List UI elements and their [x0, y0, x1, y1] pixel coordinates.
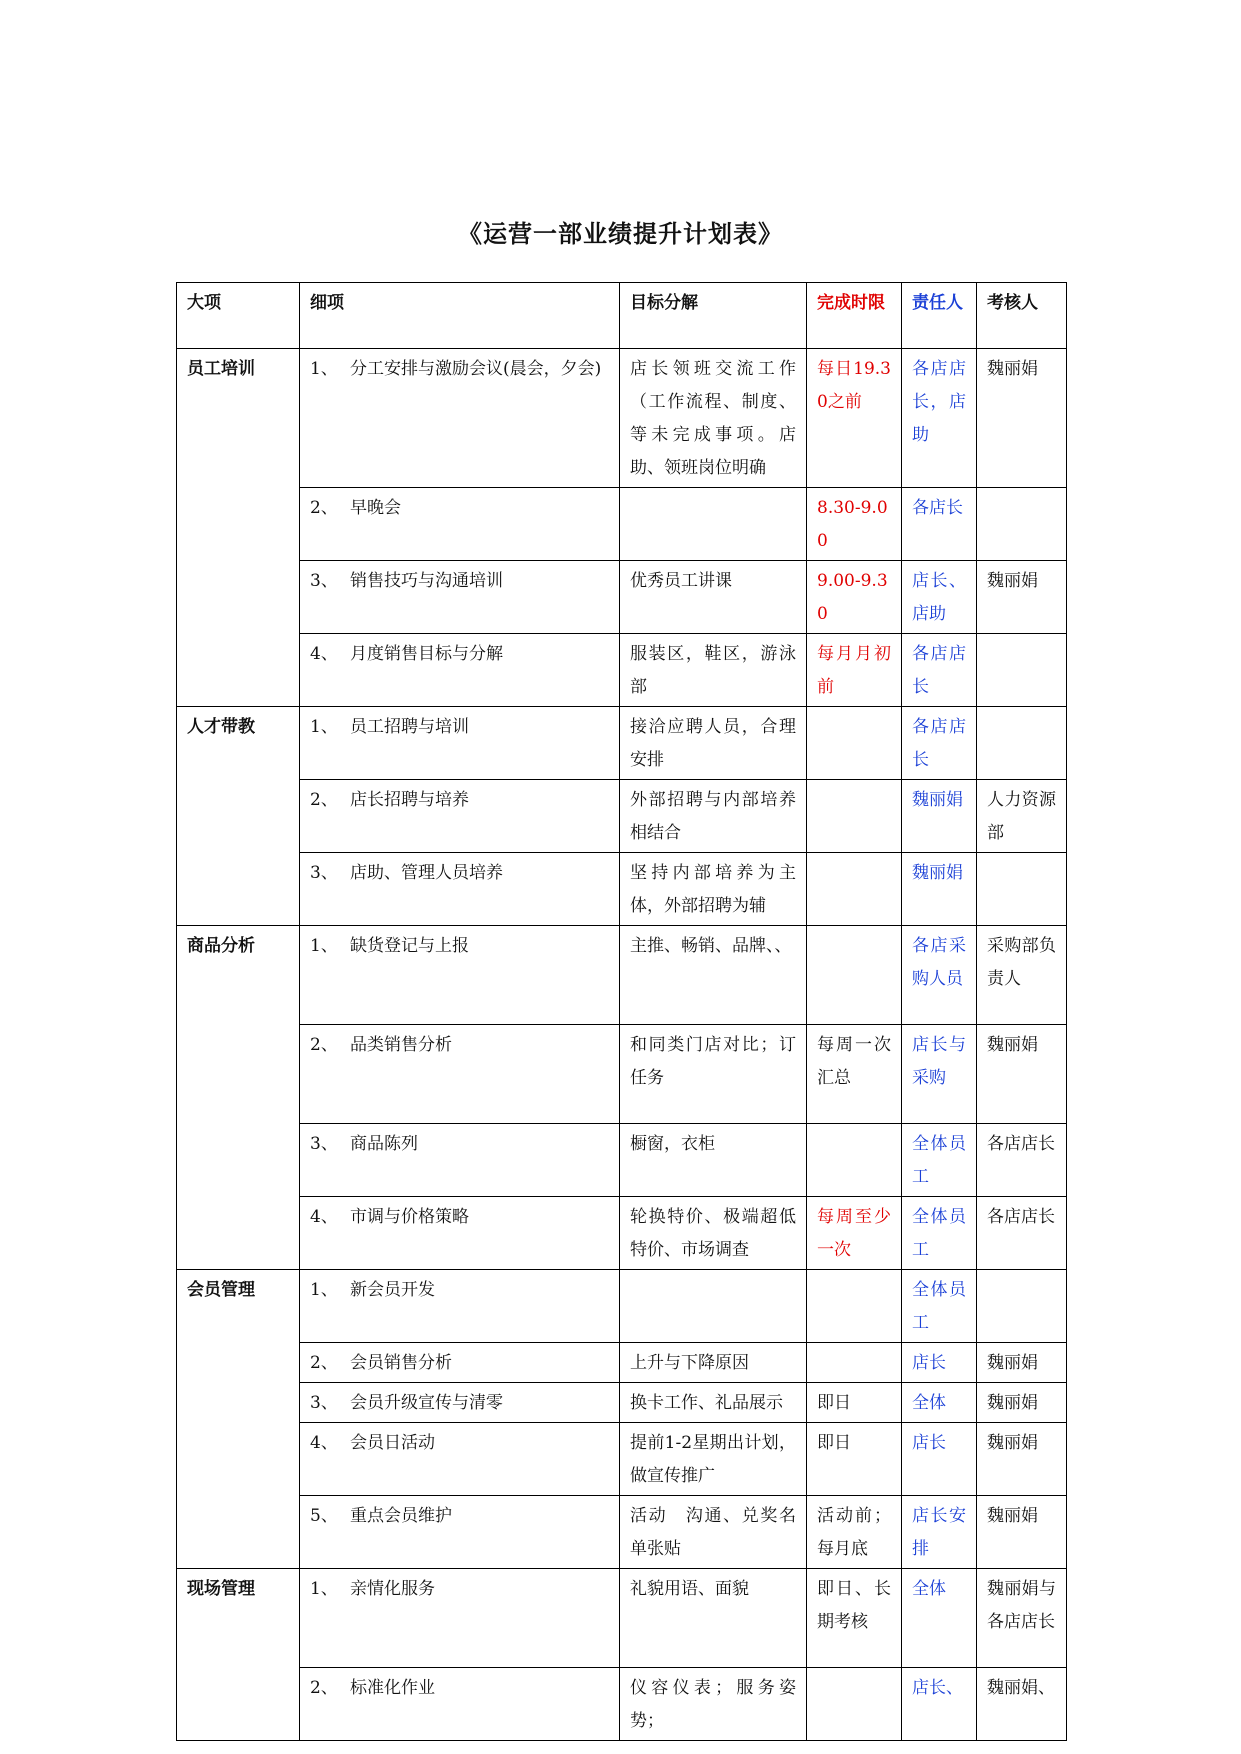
item-text: 缺货登记与上报 [350, 936, 469, 956]
deadline-cell [807, 780, 902, 853]
item-cell [300, 561, 620, 634]
reviewer-cell: 魏丽娟 [977, 561, 1067, 634]
target-cell: 提前1-2星期出计划，做宣传推广 [620, 1423, 807, 1496]
deadline-cell [807, 1270, 902, 1343]
item-text: 分工安排与激励会议(晨会，夕会) [350, 359, 602, 379]
reviewer-cell: 魏丽娟 [977, 1423, 1067, 1496]
item-number: 3、 [310, 1393, 338, 1413]
owner-cell: 魏丽娟 [902, 780, 977, 853]
reviewer-cell [977, 488, 1067, 561]
owner-cell: 全体员工 [902, 1124, 977, 1197]
deadline-cell: 活动前；每月底 [807, 1496, 902, 1569]
reviewer-cell: 人力资源部 [977, 780, 1067, 853]
target-cell: 坚持内部培养为主体，外部招聘为辅 [620, 853, 807, 926]
item-text: 会员销售分析 [350, 1353, 452, 1373]
item-text: 早晚会 [350, 498, 401, 518]
table-row [177, 853, 1067, 926]
owner-cell: 各店店长，店助 [902, 349, 977, 488]
table-row [177, 1668, 1067, 1741]
item-text: 市调与价格策略 [350, 1207, 469, 1227]
reviewer-cell [977, 634, 1067, 707]
item-text: 商品陈列 [350, 1134, 418, 1154]
target-cell: 服装区，鞋区，游泳部 [620, 634, 807, 707]
deadline-cell [807, 853, 902, 926]
deadline-cell: 即日 [807, 1423, 902, 1496]
header-row [177, 283, 1067, 349]
owner-cell: 全体员工 [902, 1197, 977, 1270]
deadline-cell: 即日、长期考核 [807, 1569, 902, 1668]
item-text: 店长招聘与培养 [350, 790, 469, 810]
category-cell: 会员管理 [177, 1270, 300, 1569]
deadline-cell: 每周一次汇总 [807, 1025, 902, 1124]
item-text: 月度销售目标与分解 [350, 644, 503, 664]
header-deadline: 完成时限 [807, 283, 902, 349]
owner-cell: 店长 [902, 1423, 977, 1496]
table-row [177, 1496, 1067, 1569]
reviewer-cell: 采购部负责人 [977, 926, 1067, 1025]
item-number: 4、 [310, 644, 338, 664]
item-cell [300, 349, 620, 488]
category-cell: 员工培训 [177, 349, 300, 707]
item-cell [300, 1423, 620, 1496]
item-cell [300, 1270, 620, 1343]
target-cell: 外部招聘与内部培养相结合 [620, 780, 807, 853]
deadline-cell [807, 1124, 902, 1197]
header-owner: 责任人 [902, 283, 977, 349]
target-cell: 店长领班交流工作（工作流程、制度、等未完成事项。店助、领班岗位明确 [620, 349, 807, 488]
table-row [177, 926, 1067, 1025]
table-row [177, 707, 1067, 780]
reviewer-cell [977, 1270, 1067, 1343]
reviewer-cell [977, 707, 1067, 780]
table-row [177, 1124, 1067, 1197]
table-row [177, 1197, 1067, 1270]
deadline-cell: 每日19.30之前 [807, 349, 902, 488]
target-cell: 活动 沟通、兑奖名单张贴 [620, 1496, 807, 1569]
item-number: 1、 [310, 1280, 338, 1300]
owner-cell: 魏丽娟 [902, 853, 977, 926]
item-cell [300, 1197, 620, 1270]
item-text: 员工招聘与培训 [350, 717, 469, 737]
owner-cell: 店长、 [902, 1668, 977, 1741]
item-number: 4、 [310, 1207, 338, 1227]
item-cell [300, 1496, 620, 1569]
item-text: 重点会员维护 [350, 1506, 452, 1526]
owner-cell: 各店店长 [902, 634, 977, 707]
owner-cell: 各店采购人员 [902, 926, 977, 1025]
item-text: 标准化作业 [350, 1678, 435, 1698]
reviewer-cell: 魏丽娟 [977, 1343, 1067, 1383]
table-row [177, 1343, 1067, 1383]
item-number: 5、 [310, 1506, 338, 1526]
deadline-cell: 8.30-9.00 [807, 488, 902, 561]
item-number: 1、 [310, 359, 338, 379]
item-number: 2、 [310, 1035, 338, 1055]
category-cell: 商品分析 [177, 926, 300, 1270]
target-cell: 优秀员工讲课 [620, 561, 807, 634]
owner-cell: 全体员工 [902, 1270, 977, 1343]
reviewer-cell: 魏丽娟 [977, 1383, 1067, 1423]
owner-cell: 各店店长 [902, 707, 977, 780]
item-text: 品类销售分析 [350, 1035, 452, 1055]
item-cell [300, 1668, 620, 1741]
target-cell [620, 1270, 807, 1343]
owner-cell: 店长与采购 [902, 1025, 977, 1124]
deadline-cell: 每周至少一次 [807, 1197, 902, 1270]
table-row [177, 561, 1067, 634]
reviewer-cell: 魏丽娟、 [977, 1668, 1067, 1741]
table-row [177, 634, 1067, 707]
header-reviewer: 考核人 [977, 283, 1067, 349]
table-row [177, 1423, 1067, 1496]
item-cell [300, 1569, 620, 1668]
item-number: 3、 [310, 1134, 338, 1154]
item-cell [300, 926, 620, 1025]
item-text: 店助、管理人员培养 [350, 863, 503, 883]
table-row [177, 349, 1067, 488]
owner-cell: 全体 [902, 1569, 977, 1668]
owner-cell: 全体 [902, 1383, 977, 1423]
deadline-cell: 即日 [807, 1383, 902, 1423]
item-cell [300, 488, 620, 561]
target-cell: 轮换特价、极端超低特价、市场调查 [620, 1197, 807, 1270]
owner-cell: 店长 [902, 1343, 977, 1383]
target-cell [620, 488, 807, 561]
item-text: 会员日活动 [350, 1433, 435, 1453]
item-number: 3、 [310, 571, 338, 591]
item-cell [300, 1343, 620, 1383]
category-cell: 现场管理 [177, 1569, 300, 1741]
item-number: 1、 [310, 717, 338, 737]
deadline-cell [807, 1343, 902, 1383]
target-cell: 接洽应聘人员，合理安排 [620, 707, 807, 780]
table-row [177, 1025, 1067, 1124]
target-cell: 橱窗，衣柜 [620, 1124, 807, 1197]
item-number: 3、 [310, 863, 338, 883]
target-cell: 和同类门店对比；订任务 [620, 1025, 807, 1124]
deadline-cell [807, 926, 902, 1025]
target-cell: 上升与下降原因 [620, 1343, 807, 1383]
item-cell [300, 707, 620, 780]
deadline-cell: 9.00-9.30 [807, 561, 902, 634]
table-row [177, 780, 1067, 853]
target-cell: 礼貌用语、面貌 [620, 1569, 807, 1668]
item-text: 亲情化服务 [350, 1579, 435, 1599]
header-item: 细项 [300, 283, 620, 349]
item-number: 2、 [310, 1678, 338, 1698]
reviewer-cell: 各店店长 [977, 1124, 1067, 1197]
item-number: 2、 [310, 790, 338, 810]
item-cell [300, 853, 620, 926]
reviewer-cell: 魏丽娟 [977, 349, 1067, 488]
item-text: 新会员开发 [350, 1280, 435, 1300]
item-number: 1、 [310, 936, 338, 956]
reviewer-cell [977, 853, 1067, 926]
deadline-cell [807, 707, 902, 780]
plan-table [176, 282, 1067, 1741]
table-row [177, 1383, 1067, 1423]
item-cell [300, 1383, 620, 1423]
item-cell [300, 1025, 620, 1124]
reviewer-cell: 魏丽娟 [977, 1496, 1067, 1569]
item-number: 1、 [310, 1579, 338, 1599]
reviewer-cell: 魏丽娟 [977, 1025, 1067, 1124]
item-cell [300, 780, 620, 853]
reviewer-cell: 魏丽娟与各店店长 [977, 1569, 1067, 1668]
item-number: 4、 [310, 1433, 338, 1453]
item-text: 会员升级宣传与清零 [350, 1393, 503, 1413]
owner-cell: 店长安排 [902, 1496, 977, 1569]
item-number: 2、 [310, 498, 338, 518]
item-cell [300, 634, 620, 707]
target-cell: 仪容仪表；服务姿势； [620, 1668, 807, 1741]
item-text: 销售技巧与沟通培训 [350, 571, 503, 591]
owner-cell: 店长、店助 [902, 561, 977, 634]
category-cell: 人才带教 [177, 707, 300, 926]
target-cell: 主推、畅销、品牌、、 [620, 926, 807, 1025]
table-row [177, 488, 1067, 561]
page-title: 《运营一部业绩提升计划表》 [458, 219, 783, 248]
reviewer-cell: 各店店长 [977, 1197, 1067, 1270]
item-number: 2、 [310, 1353, 338, 1373]
table-row [177, 1569, 1067, 1668]
deadline-cell: 每月月初前 [807, 634, 902, 707]
header-target: 目标分解 [620, 283, 807, 349]
table-row [177, 1270, 1067, 1343]
item-cell [300, 1124, 620, 1197]
owner-cell: 各店长 [902, 488, 977, 561]
target-cell: 换卡工作、礼品展示 [620, 1383, 807, 1423]
header-category: 大项 [177, 283, 300, 349]
deadline-cell [807, 1668, 902, 1741]
